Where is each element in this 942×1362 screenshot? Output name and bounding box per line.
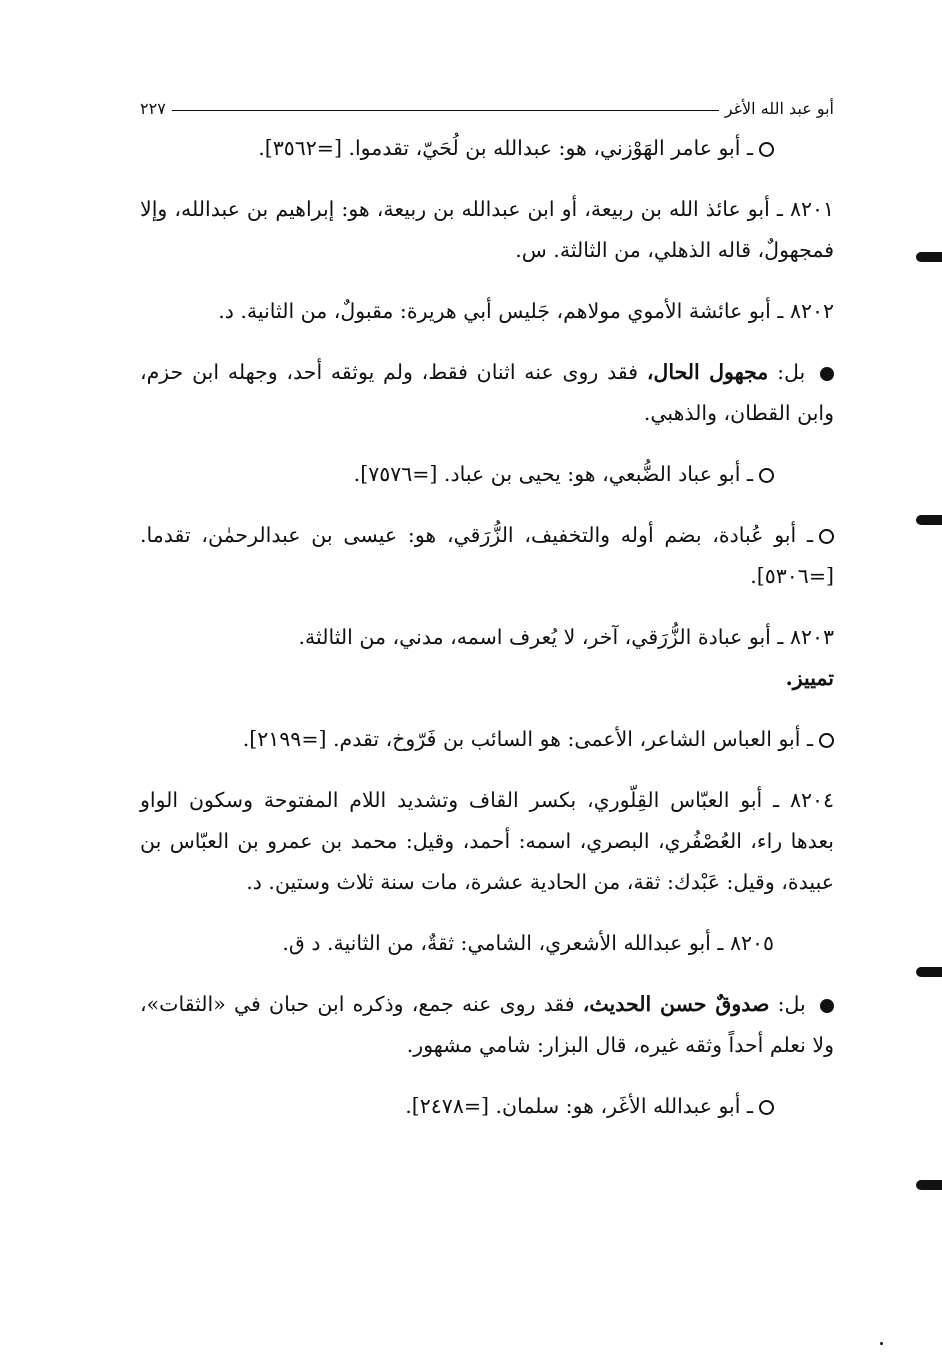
entry-text: أبو العبّاس القِلّوري، بكسر القاف وتشديد اللام المفتوحة وسكون الواو بعدها راء، العُصْفُري، البصري، اسمه: أحمد، وقيل: محمد بن عمرو بن العبّاس بن عبيدة، وقيل: عَبْدك: ثقة، من الحادية عشرة، مات سنة ثلاث وستين. د. (140, 788, 834, 894)
filled-circle-icon (820, 367, 834, 381)
ref-text: أبو عباد الضُّبعي، هو: يحيى بن عباد. [=٧٥٧٦]. (353, 462, 741, 486)
dash: ـ (717, 931, 724, 955)
ref-text: أبو عُبادة، بضم أوله والتخفيف، الزُّرَقي، هو: عيسى بن عبدالرحمٰن، تقدما. [=٥٣٠٦]. (140, 523, 834, 588)
ref-entry (140, 1086, 834, 1127)
hollow-circle-icon (819, 733, 834, 748)
comment-verdict: مجهول الحال، (646, 360, 769, 384)
dash: ـ (806, 727, 813, 751)
comment-text: فقد روى عنه اثنان فقط، ولم يوثقه أحد، وجهله ابن حزم، وابن القطان، والذهبي. (140, 360, 834, 425)
dash: ـ (746, 462, 753, 486)
ref-entry (140, 128, 834, 169)
comment-verdict: صدوقٌ حسن الحديث، (582, 992, 770, 1016)
margin-tab-marker (916, 515, 942, 525)
dash: ـ (773, 788, 780, 812)
dash: ـ (777, 625, 784, 649)
hollow-circle-icon (759, 1100, 774, 1115)
ref-entry (140, 719, 834, 760)
hollow-circle-icon (819, 529, 834, 544)
ref-text: أبو العباس الشاعر، الأعمى: هو السائب بن فَرّوخ، تقدم. [=٢١٩٩]. (242, 727, 801, 751)
entry-text: أبو عبادة الزُّرَقي، آخر، لا يُعرف اسمه، مدني، من الثالثة. (298, 625, 771, 649)
margin-tab-marker (916, 967, 942, 977)
margin-tab-marker (916, 1180, 942, 1190)
entry-number: ٨٢٠٥ (729, 931, 774, 955)
ref-entry (140, 515, 834, 597)
header-rule (172, 110, 719, 111)
entry-number: ٨٢٠١ (789, 197, 834, 221)
comment-entry (140, 984, 834, 1066)
numbered-entry (140, 617, 834, 699)
comment-label: بل: (777, 360, 806, 384)
hollow-circle-icon (759, 142, 774, 157)
comment-label: بل: (777, 992, 806, 1016)
dash: ـ (806, 523, 813, 547)
hollow-circle-icon (759, 468, 774, 483)
entry-number: ٨٢٠٤ (789, 788, 834, 812)
entry-text: أبو عبدالله الأشعري، الشامي: ثقةٌ، من الثانية. د ق. (282, 931, 711, 955)
entry-text: أبو عائذ الله بن ربيعة، أو ابن عبدالله بن ربيعة، هو: إبراهيم بن عبدالله، وإلا فمجهولٌ، قاله الذهلي، من الثالثة. س. (140, 197, 834, 262)
numbered-entry (140, 923, 834, 964)
margin-tab-marker (916, 252, 942, 262)
ref-text: أبو عامر الهَوْزني، هو: عبدالله بن لُحَيّ، تقدموا. [=٣٥٦٢]. (258, 136, 741, 160)
dash: ـ (776, 197, 783, 221)
filled-circle-icon (820, 999, 834, 1013)
numbered-entry (140, 189, 834, 271)
page-number: ٢٢٧ (140, 99, 166, 118)
entry-number: ٨٢٠٢ (789, 299, 834, 323)
running-header (140, 88, 834, 118)
ref-entry (140, 454, 834, 495)
entry-text: أبو عائشة الأموي مولاهم، جَليس أبي هريرة: مقبولٌ، من الثانية. د. (218, 299, 771, 323)
comment-text: فقد روى عنه جمع، وذكره ابن حبان في «الثقات»، ولا نعلم أحداً وثقه غيره، قال البزار: شامي مشهور. (140, 992, 834, 1057)
page-body (140, 128, 834, 1147)
dash: ـ (746, 136, 753, 160)
dash: ـ (746, 1094, 753, 1118)
numbered-entry (140, 291, 834, 332)
scan-speck (880, 1342, 883, 1345)
ref-text: أبو عبدالله الأغَر، هو: سلمان. [=٢٤٧٨]. (405, 1094, 741, 1118)
entry-number: ٨٢٠٣ (789, 625, 834, 649)
entry-extra: تمييز. (785, 666, 834, 690)
dash: ـ (777, 299, 784, 323)
header-title: أبو عبد الله الأغر (724, 99, 834, 118)
numbered-entry (140, 780, 834, 903)
comment-entry (140, 352, 834, 434)
